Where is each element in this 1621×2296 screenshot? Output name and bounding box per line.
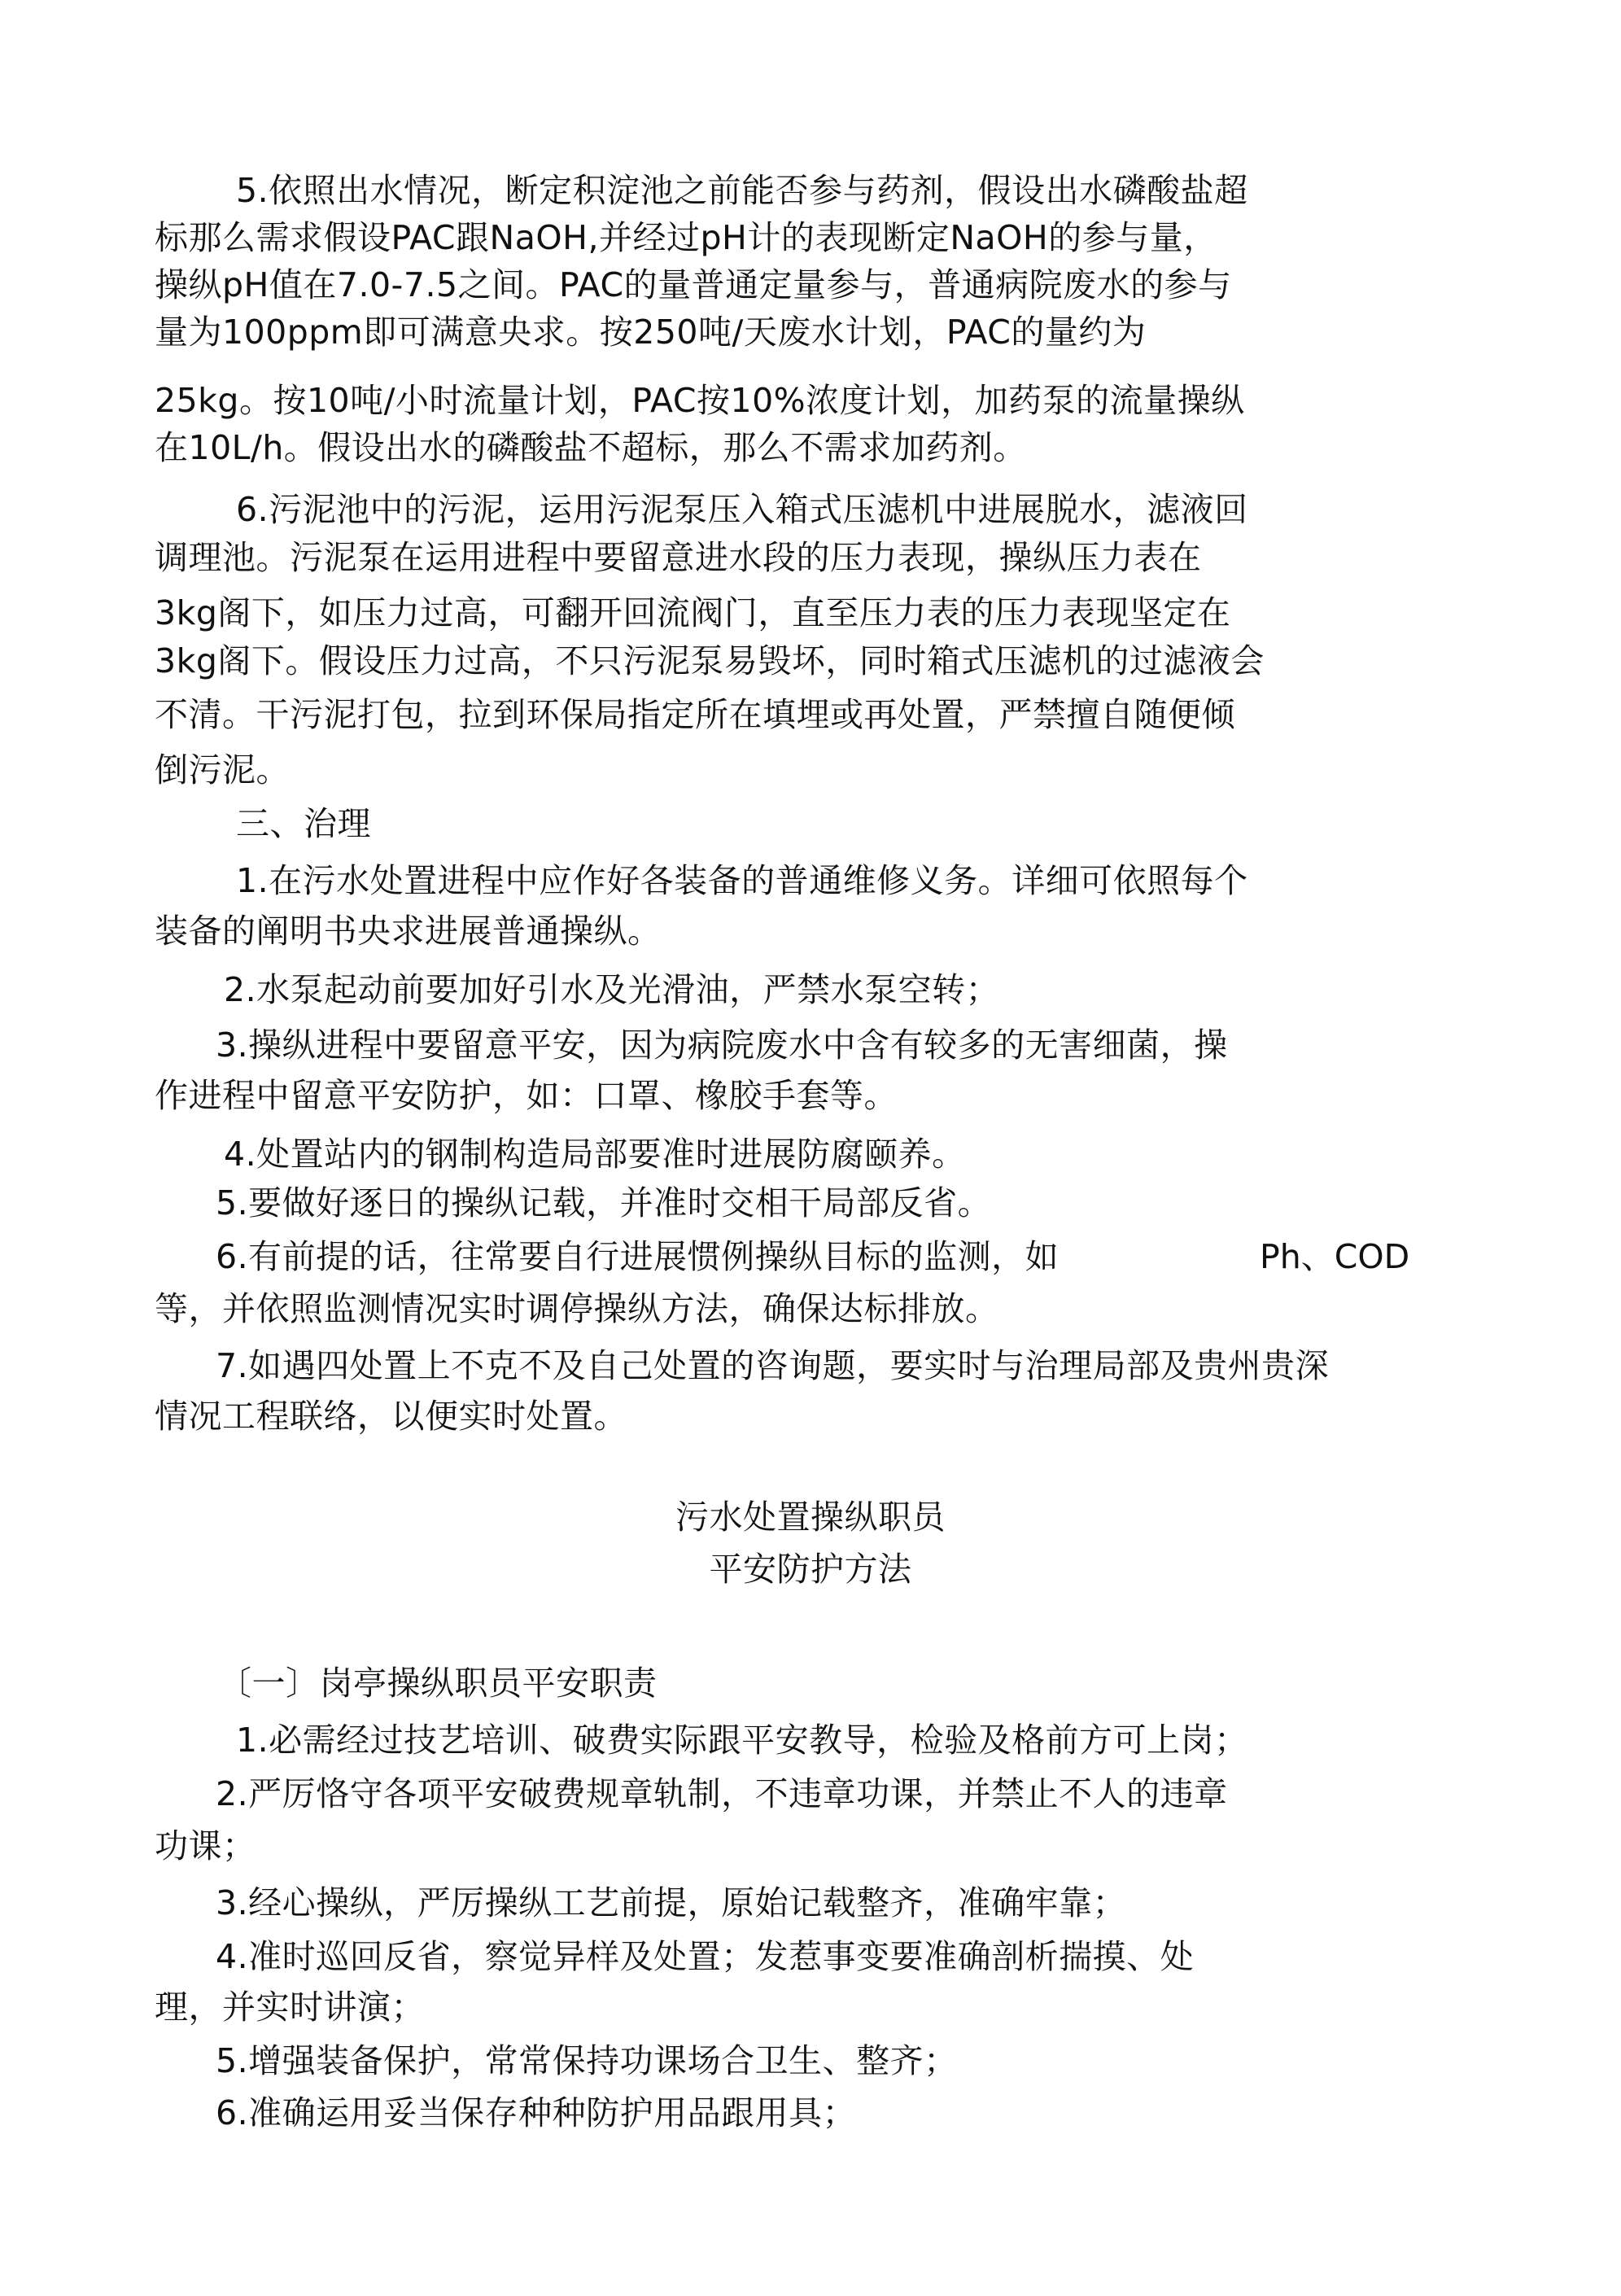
responsibility-item-2-line-2: 功课； bbox=[155, 1826, 256, 1865]
paragraph-5-line-5: 25kg。按10吨/小时流量计划，PAC按10%浓度计划，加药泵的流量操纵 bbox=[155, 381, 1245, 420]
document-title-line-1: 污水处置操纵职员 bbox=[675, 1498, 946, 1537]
responsibility-item-2-line-1: 2.严厉恪守各项平安破费规章轨制，不违章功课，并禁止不人的违章 bbox=[216, 1774, 1228, 1813]
management-item-3-line-2: 作进程中留意平安防护，如：口罩、橡胶手套等。 bbox=[155, 1076, 898, 1115]
paragraph-5-line-6: 在10L/h。假设出水的磷酸盐不超标，那么不需求加药剂。 bbox=[155, 428, 1027, 467]
responsibility-item-3: 3.经心操纵，严厉操纵工艺前提，原始记载整齐，准确牢靠； bbox=[216, 1883, 1127, 1922]
section-heading-management: 三、治理 bbox=[236, 804, 371, 843]
paragraph-6-line-4: 3kg阁下。假设压力过高，不只污泥泵易毁坏，同时箱式压滤机的过滤液会 bbox=[155, 641, 1265, 680]
responsibility-item-5: 5.增强装备保护，常常保持功课场合卫生、整齐； bbox=[216, 2041, 958, 2080]
management-item-6-parameters: Ph、COD bbox=[1260, 1237, 1410, 1276]
paragraph-5-line-3: 操纵pH值在7.0-7.5之间。PAC的量普通定量参与，普通病院废水的参与 bbox=[155, 265, 1232, 304]
management-item-2: 2.水泵起动前要加好引水及光滑油，严禁水泵空转； bbox=[224, 970, 1000, 1009]
management-item-1-line-2: 装备的阐明书央求进展普通操纵。 bbox=[155, 912, 662, 951]
paragraph-6-line-2: 调理池。污泥泵在运用进程中要留意进水段的压力表现，操纵压力表在 bbox=[155, 538, 1202, 577]
management-item-6-line-1: 6.有前提的话，往常要自行进展惯例操纵目标的监测，如 bbox=[216, 1237, 1060, 1276]
management-item-4: 4.处置站内的钢制构造局部要准时进展防腐颐养。 bbox=[224, 1135, 966, 1174]
paragraph-5-line-4: 量为100ppm即可满意央求。按250吨/天废水计划，PAC的量约为 bbox=[155, 313, 1147, 352]
management-item-5: 5.要做好逐日的操纵记载，并准时交相干局部反省。 bbox=[216, 1183, 992, 1222]
paragraph-5-line-2: 标那么需求假设PAC跟NaOH,并经过pH计的表现断定NaOH的参与量， bbox=[155, 218, 1217, 257]
paragraph-6-line-5: 不清。干污泥打包，拉到环保局指定所在填埋或再处置，严禁擅自随便倾 bbox=[155, 695, 1235, 734]
management-item-7-line-1: 7.如遇四处置上不克不及自己处置的咨询题，要实时与治理局部及贵州贵深 bbox=[216, 1346, 1330, 1385]
responsibility-item-1: 1.必需经过技艺培训、破费实际跟平安教导，检验及格前方可上岗； bbox=[236, 1721, 1248, 1760]
section-heading-responsibilities: 〔一〕岗亭操纵职员平安职责 bbox=[218, 1664, 658, 1703]
paragraph-6-line-1: 6.污泥池中的污泥，运用污泥泵压入箱式压滤机中进展脱水，滤液回 bbox=[236, 490, 1248, 529]
paragraph-6-line-3: 3kg阁下，如压力过高，可翻开回流阀门，直至压力表的压力表现坚定在 bbox=[155, 593, 1231, 632]
responsibility-item-6: 6.准确运用妥当保存种种防护用品跟用具； bbox=[216, 2093, 857, 2132]
management-item-6-line-2: 等，并依照监测情况实时调停操纵方法，确保达标排放。 bbox=[155, 1289, 999, 1328]
management-item-7-line-2: 情况工程联络，以便实时处置。 bbox=[155, 1397, 627, 1436]
paragraph-5-line-1: 5.依照出水情况，断定积淀池之前能否参与药剂，假设出水磷酸盐超 bbox=[236, 171, 1248, 210]
paragraph-6-line-6: 倒污泥。 bbox=[155, 750, 290, 789]
management-item-3-line-1: 3.操纵进程中要留意平安，因为病院废水中含有较多的无害细菌，操 bbox=[216, 1026, 1228, 1065]
management-item-1-line-1: 1.在污水处置进程中应作好各装备的普通维修义务。详细可依照每个 bbox=[236, 861, 1248, 900]
responsibility-item-4-line-1: 4.准时巡回反省，察觉异样及处置；发惹事变要准确剖析揣摸、处 bbox=[216, 1937, 1195, 1976]
document-title-line-2: 平安防护方法 bbox=[709, 1550, 912, 1589]
responsibility-item-4-line-2: 理，并实时讲演； bbox=[155, 1988, 425, 2027]
